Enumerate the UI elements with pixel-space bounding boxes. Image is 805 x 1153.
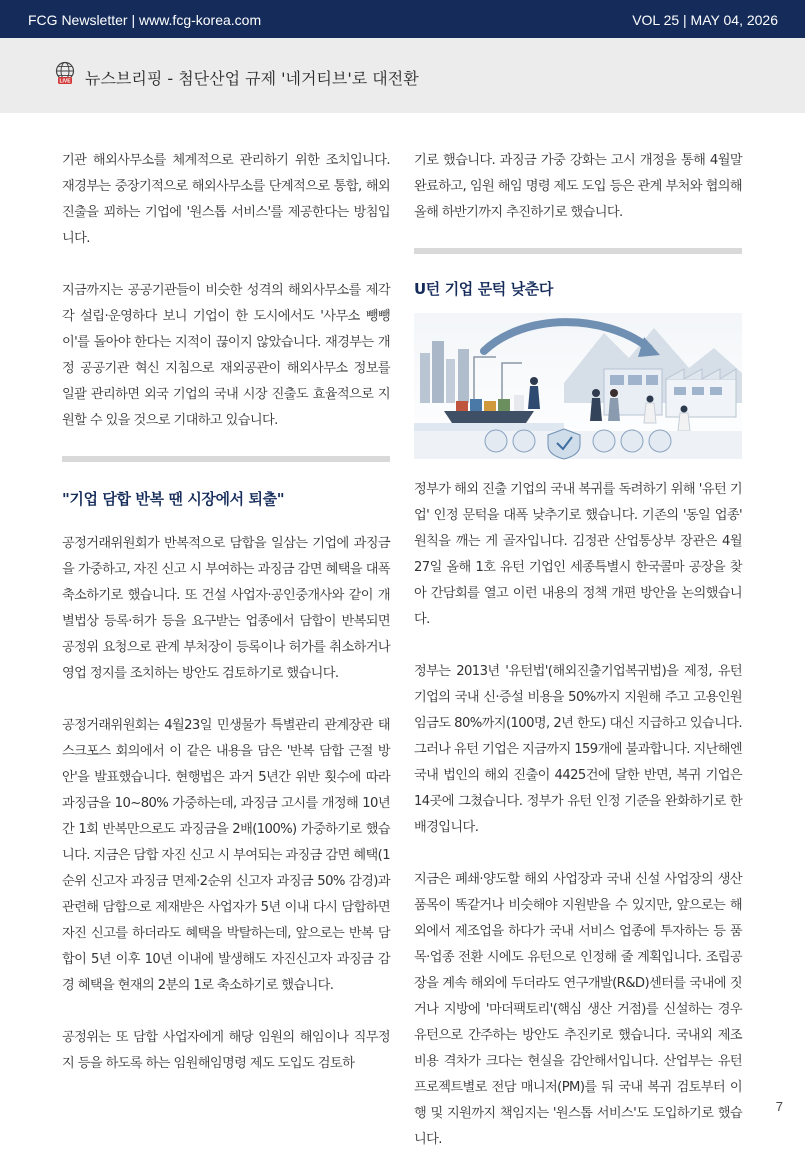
- section-heading: "기업 담합 반복 땐 시장에서 퇴출": [62, 490, 285, 508]
- section-heading: U턴 기업 문턱 낮춘다: [414, 280, 553, 298]
- page-number: 7: [775, 1099, 783, 1114]
- paragraph: 정부는 2013년 '유턴법'(해외진출기업복귀법)을 제정, 유턴 기업의 국내 신·증설 비용을 50%까지 지원해 주고 고용인원 임금도 80%까지(100명, 2년 한도) 대신 지급하고 있습니다. 그러나 유턴 기업은 지금까지 159개에 불과합니다. 지난해엔 국내 법인의 해외 진출이 4425건에 달한 반면, 복귀 기업은 14곳에 그쳤습니다. 정부가 유턴 인정 기준을 완화하기로 한 배경입니다.: [414, 664, 742, 835]
- left-column: [62, 148, 390, 1077]
- paragraph: 기관 해외사무소를 체계적으로 관리하기 위한 조치입니다. 재경부는 중장기적으로 해외사무소를 단계적으로 통합, 해외 진출을 꾀하는 기업에 '원스톱 서비스'를 제공한다는 방침입니다.: [62, 153, 390, 246]
- paragraph: 기로 했습니다. 과징금 가중 강화는 고시 개정을 통해 4월말 완료하고, 임원 해임 명령 제도 도입 등은 관계 부처와 협의해 올해 하반기까지 추진하기로 했습니다.: [414, 153, 742, 220]
- paragraph: 지금까지는 공공기관들이 비슷한 성격의 해외사무소를 제각각 설립·운영하다 보니 기업이 한 도시에서도 '사무소 뺑뺑이'를 돌아야 한다는 지적이 끊이지 않았습니다. 재경부는 개정 공공기관 혁신 지침으로 재외공관이 해외사무소 정보를 일괄 관리하면 외국 기업의 국내 시장 진출도 효율적으로 지원할 수 있을 것으로 기대하고 있습니다.: [62, 283, 390, 428]
- paragraph: 정부가 해외 진출 기업의 국내 복귀를 독려하기 위해 '유턴 기업' 인정 문턱을 대폭 낮추기로 했습니다. 기존의 '동일 업종' 원칙을 깨는 게 골자입니다. 김정관 산업통상부 장관은 4월27일 올해 1호 유턴 기업인 세종특별시 한국콜마 공장을 찾아 간담회를 열고 이런 내용의 정책 개편 방안을 논의했습니다.: [414, 482, 742, 627]
- newsletter-top-bar: [0, 0, 805, 38]
- paragraph: 공정거래위원회가 반복적으로 담합을 일삼는 기업에 과징금을 가중하고, 자진 신고 시 부여하는 과징금 감면 혜택을 대폭 축소하기로 했습니다. 또 건설 사업자·공인중개사와 같이 개별법상 등록·허가 등을 요구받는 업종에서 담합이 반복되면 공정위 요청으로 관계 부처장이 등록이나 허가를 취소하거나 영업 정지를 조치하는 방안도 검토하기로 했습니다.: [62, 536, 390, 681]
- paragraph: 공정위는 또 담합 사업자에게 해당 임원의 해임이나 직무정지 등을 하도록 하는 임원해임명령 제도 도입도 검토하: [62, 1030, 390, 1071]
- reshoring-illustration: [414, 313, 742, 459]
- section-title: 뉴스브리핑 - 첨단산업 규제 '네거티브'로 대전환: [85, 69, 419, 88]
- paragraph: 지금은 폐쇄·양도할 해외 사업장과 국내 신설 사업장의 생산 품목이 똑같거나 비슷해야 지원받을 수 있지만, 앞으로는 해외에서 제조업을 하다가 국내 서비스 업종에 투자하는 등 품목·업종 전환 시에도 유턴으로 인정해 줄 계획입니다. 조립공장을 계속 해외에 두더라도 연구개발(R&D)센터를 국내에 짓거나 지방에 '마더팩토리'(핵심 생산 거점)를 신설하는 경우 유턴으로 간주하는 방안도 추진키로 했습니다. 국내외 제조비용 격차가 크다는 현실을 감안해서입니다. 산업부는 유턴 프로젝트별로 전담 매니저(PM)를 둬 국내 복귀 검토부터 이행 및 지원까지 책임지는 '원스톱 서비스'도 도입하기로 했습니다.: [414, 872, 742, 1147]
- newsletter-site: FCG Newsletter | www.fcg-korea.com: [28, 12, 262, 28]
- svg-text:LIVE: LIVE: [59, 78, 71, 85]
- right-column: [414, 148, 742, 1153]
- issue-info: VOL 25 | MAY 04, 2026: [632, 12, 778, 28]
- globe-live-icon: [54, 61, 76, 85]
- paragraph: 공정거래위원회는 4월23일 민생물가 특별관리 관계장관 태스크포스 회의에서 이 같은 내용을 담은 '반복 담합 근절 방안'을 발표했습니다. 현행법은 과거 5년간 위반 횟수에 따라 과징금을 10~80% 가중하는데, 과징금 고시를 개정해 10년간 1회 반복만으로도 과징금을 2배(100%) 가중하기로 했습니다. 지금은 담합 자진 신고 시 부여되는 과징금 감면 혜택(1순위 신고자 과징금 면제·2순위 신고자 과징금 50% 감경)과 관련해 담합으로 제재받은 사업자가 5년 이내 다시 담합하면 자진 신고를 하더라도 혜택을 박탈하는데, 앞으로는 반복 담합이 5년 이후 10년 이내에 발생해도 자진신고자 과징금 감경 혜택을 현재의 2분의 1로 축소하기로 했습니다.: [62, 718, 390, 993]
